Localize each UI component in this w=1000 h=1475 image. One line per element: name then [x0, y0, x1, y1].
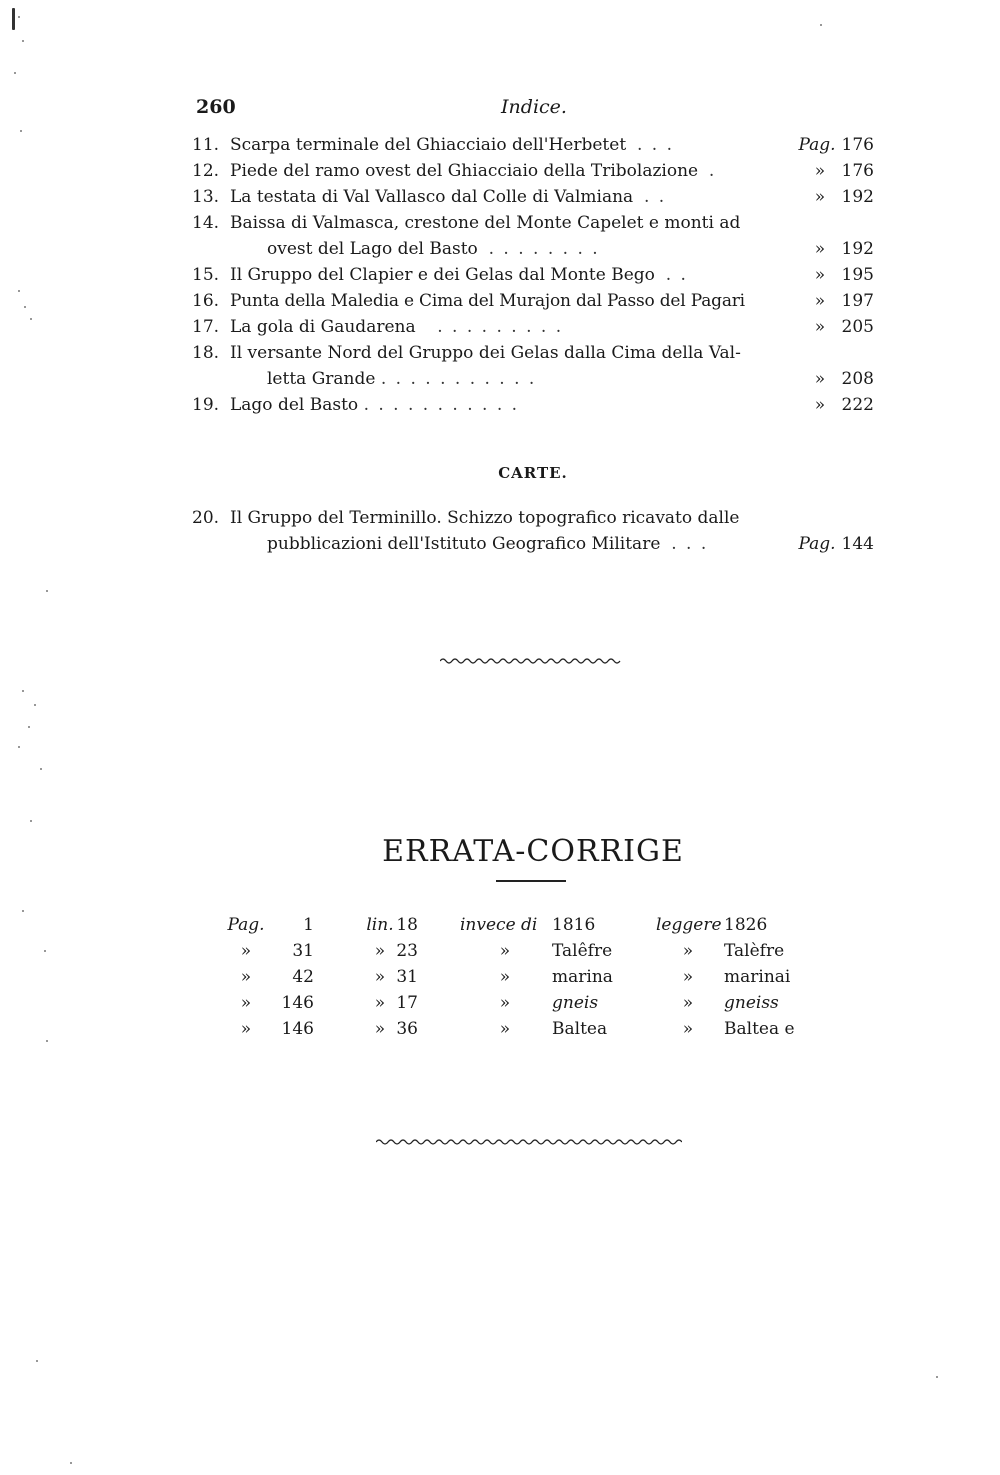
toc-entry-12: 12. Piede del ramo ovest del Ghiacciaio della Tribolazione . » 176: [192, 158, 874, 184]
toc-entry-title: Scarpa terminale del Ghiacciaio dell'Herbetet: [230, 135, 627, 155]
toc-entry-20-continued: pubblicazioni dell'Istituto Geografico Militare . . . Pag. 144: [192, 531, 874, 557]
toc-entry-18-continued: letta Grande . . . . . . . . . . . » 208: [192, 366, 874, 392]
toc-entry-15: 15. Il Gruppo del Clapier e dei Gelas dal Monte Bego . . » 195: [192, 262, 874, 288]
section-heading-maps: CARTE.: [498, 464, 568, 482]
toc-entry-title-continued: letta Grande: [267, 369, 376, 389]
toc-entry-11: 11. Scarpa terminale del Ghiacciaio dell'Herbetet . . . Pag. 176: [192, 132, 874, 158]
toc-entry-20: 20. Il Gruppo del Terminillo. Schizzo topografico ricavato dalle: [192, 505, 874, 531]
toc-entry-title: Punta della Maledia e Cima del Murajon dal Passo del Pagari: [230, 291, 745, 311]
toc-page-ref: 208: [841, 369, 874, 389]
toc-page-ref: 205: [841, 317, 874, 337]
toc-entry-title: Il Gruppo del Clapier e dei Gelas dal Monte Bego: [230, 265, 655, 285]
toc-entry-14: 14. Baissa di Valmasca, crestone del Monte Capelet e monti ad: [192, 210, 874, 236]
running-head: [196, 96, 872, 122]
page-number: 260: [196, 96, 236, 118]
toc-page-ref: 176: [841, 161, 874, 181]
errata-row: » 31 » 23 » Talêfre » Talèfre: [240, 941, 785, 961]
toc-entry-title: La gola di Gaudarena: [230, 317, 416, 337]
illustrations-list: [192, 132, 874, 418]
toc-entry-18: 18. Il versante Nord del Gruppo dei Gelas dalla Cima della Val-: [192, 340, 874, 366]
wavy-ornament-divider: [440, 656, 622, 666]
toc-entry-title: Piede del ramo ovest del Ghiacciaio della Tribolazione: [230, 161, 699, 181]
toc-entry-19: 19. Lago del Basto . . . . . . . . . . . » 222: [192, 392, 874, 418]
toc-page-ref: 195: [841, 265, 874, 285]
errata-table: [222, 912, 822, 1042]
toc-entry-title: Lago del Basto: [230, 395, 359, 415]
errata-row: » 42 » 31 » marina » marinai: [240, 967, 791, 987]
toc-entry-title: Baissa di Valmasca, crestone del Monte Capelet e monti ad: [230, 213, 741, 233]
toc-entry-title-continued: pubblicazioni dell'Istituto Geografico Militare: [267, 534, 661, 554]
toc-entry-title: Il versante Nord del Gruppo dei Gelas dalla Cima della Val-: [230, 343, 741, 363]
toc-entry-title: La testata di Val Vallasco dal Colle di Valmiana: [230, 187, 634, 207]
title-rule: [496, 880, 566, 882]
maps-list: [192, 505, 874, 557]
toc-entry-title: Il Gruppo del Terminillo. Schizzo topografico ricavato dalle: [230, 508, 740, 528]
toc-entry-14-continued: ovest del Lago del Basto . . . . . . . . » 192: [192, 236, 874, 262]
toc-page-ref: 144: [841, 534, 874, 554]
toc-entry-title-continued: ovest del Lago del Basto: [267, 239, 478, 259]
toc-page-ref: 192: [841, 187, 874, 207]
toc-page-ref: 222: [841, 395, 874, 415]
errata-title: ERRATA-CORRIGE: [382, 834, 684, 869]
toc-page-ref: 176: [841, 135, 874, 155]
toc-entry-16: 16. Punta della Maledia e Cima del Murajon dal Passo del Pagari » 197: [192, 288, 874, 314]
toc-page-ref: 197: [841, 291, 874, 311]
toc-entry-13: 13. La testata di Val Vallasco dal Colle di Valmiana . . » 192: [192, 184, 874, 210]
errata-row: » 146 » 36 » Baltea » Baltea e: [240, 1019, 795, 1039]
toc-entry-17: 17. La gola di Gaudarena . . . . . . . . . » 205: [192, 314, 874, 340]
running-title: Indice.: [501, 96, 567, 118]
errata-header-row: Pag. 1 lin. 18 invece di 1816 leggere 1826: [227, 915, 768, 935]
toc-page-ref: 192: [841, 239, 874, 259]
errata-row: » 146 » 17 » gneis » gneiss: [240, 993, 779, 1013]
wavy-ornament-end: [376, 1137, 682, 1147]
